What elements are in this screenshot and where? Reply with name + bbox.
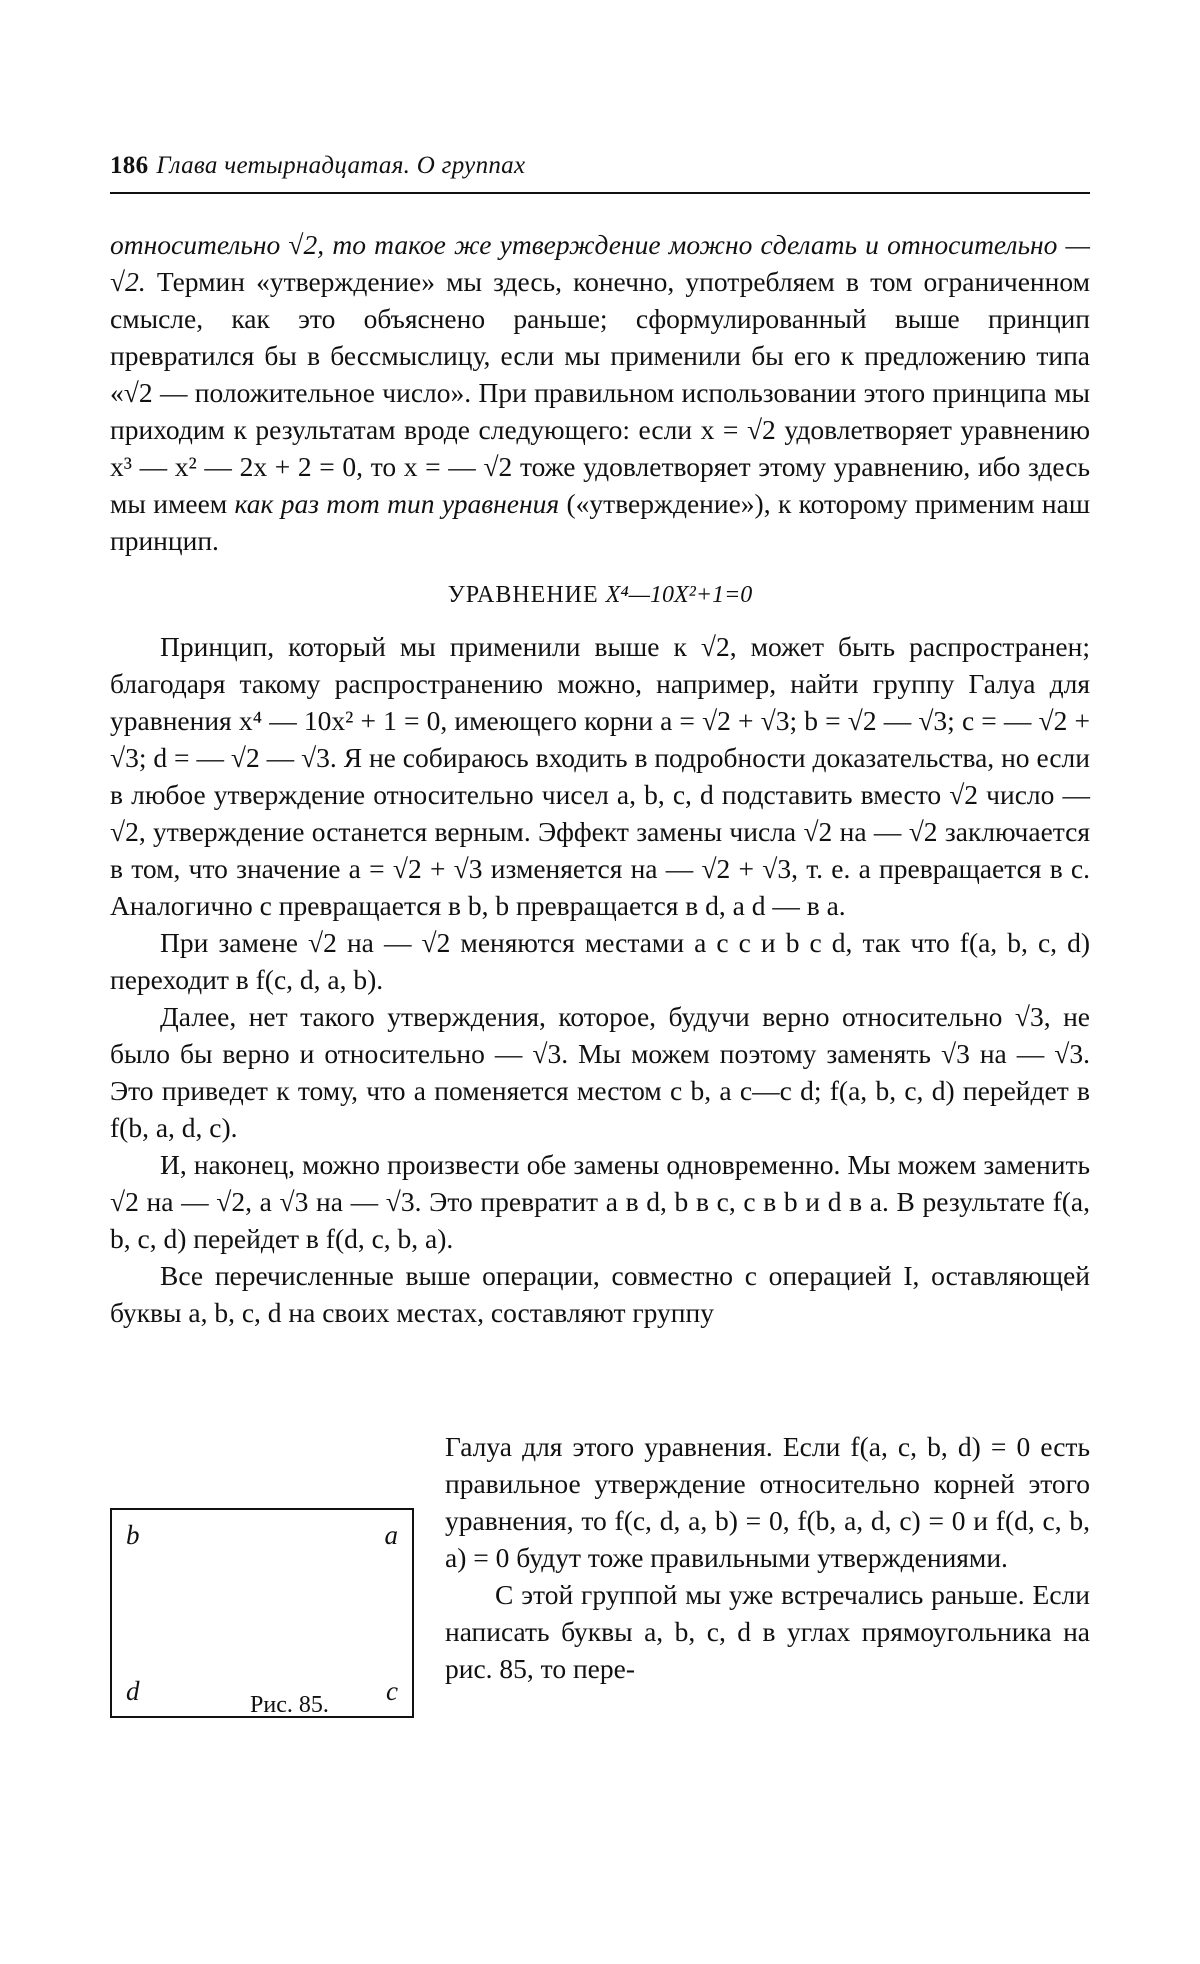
page-number: 186	[110, 152, 149, 179]
section-heading	[110, 577, 1090, 614]
wrapped-text-column	[445, 1428, 1090, 1687]
corner-label-bottom-left: d	[126, 1676, 140, 1706]
paragraph-2: Принцип, который мы применили выше к √2, может быть распространен; благодаря такому распространению можно, например, найти группу Галуа для уравнения x⁴ — 10x² + 1 = 0, имеющего корни a = √2 + √3; b = √2 — √3; c = — √2 + √3; d = — √2 — √3. Я не собираюсь входить в подробности доказательства, но если в любое утверждение относительно чисел a, b, c, d подставить вместо √2 число — √2, утверждение останется верным. Эффект замены числа √2 на — √2 заключается в том, что значение a = √2 + √3 изменяется на — √2 + √3, т. е. a превращается в c. Аналогично c превращается в b, b превращается в d, а d — в a.	[110, 631, 1090, 921]
paragraph-1	[110, 226, 1090, 559]
paragraph-1-italic-phrase: как раз тот тип уравнения	[234, 488, 560, 519]
paragraph-6-wrapped: Галуа для этого уравнения. Если f(a, c, b, d) = 0 есть правильное утверждение относительно корней этого уравнения, то f(c, d, a, b) = 0, f(b, a, d, c) = 0 и f(d, c, b, a) = 0 будут тоже правильными утверждениями.	[445, 1431, 1090, 1573]
section-heading-word: УРАВНЕНИЕ	[447, 582, 599, 608]
paragraph-1-italic-lead: относительно √2, то такое же утверждение можно сделать и относительно —√2.	[110, 229, 1090, 297]
corner-label-bottom-right: c	[386, 1676, 398, 1706]
corner-label-top-right: a	[384, 1520, 398, 1550]
figure-rectangle	[110, 1508, 414, 1718]
running-head	[110, 152, 1090, 188]
body-text	[110, 226, 1090, 1331]
running-title: Глава четырнадцатая. О группах	[156, 152, 526, 179]
paragraph-1-body: Термин «утверждение» мы здесь, конечно, употребляем в том ограниченном смысле, как это объяснено раньше; сформулированный выше принцип превратился бы в бессмыслицу, если мы применили бы его к предложению типа «√2 — положительное число». При правильном использовании этого принципа мы приходим к результатам вроде следующего: если x = √2 удовлетворяет уравнению x³ — x² — 2x + 2 = 0, то x = — √2 тоже удовлетворяет этому уравнению, ибо здесь мы имеем	[110, 266, 1090, 519]
paragraph-7: С этой группой мы уже встречались раньше. Если написать буквы a, b, c, d в углах прямоугольника на рис. 85, то пере-	[445, 1579, 1090, 1684]
figure-caption: Рис. 85.	[250, 1692, 329, 1718]
paragraph-5: И, наконец, можно произвести обе замены одновременно. Мы можем заменить √2 на — √2, а √3 на — √3. Это превратит a в d, b в c, c в b и d в a. В результате f(a, b, c, d) перейдет в f(d, c, b, a).	[110, 1149, 1090, 1254]
header-rule	[110, 192, 1090, 194]
corner-label-top-left: b	[126, 1520, 140, 1550]
paragraph-3: При замене √2 на — √2 меняются местами a с c и b с d, так что f(a, b, c, d) переходит в f(c, d, a, b).	[110, 927, 1090, 995]
section-heading-equation: X⁴—10X²+1=0	[605, 582, 753, 608]
paragraph-4: Далее, нет такого утверждения, которое, будучи верно относительно √3, не было бы верно и относительно — √3. Мы можем поэтому заменять √3 на — √3. Это приведет к тому, что a поменяется местом с b, а c—с d; f(a, b, c, d) перейдет в f(b, a, d, c).	[110, 1001, 1090, 1143]
paragraph-1-end: («утверждение»), к которому применим наш принцип.	[110, 488, 1091, 556]
paragraph-6-full-width: Все перечисленные выше операции, совместно с операцией I, оставляющей буквы a, b, c, d на своих местах, составляют группу	[110, 1260, 1090, 1328]
